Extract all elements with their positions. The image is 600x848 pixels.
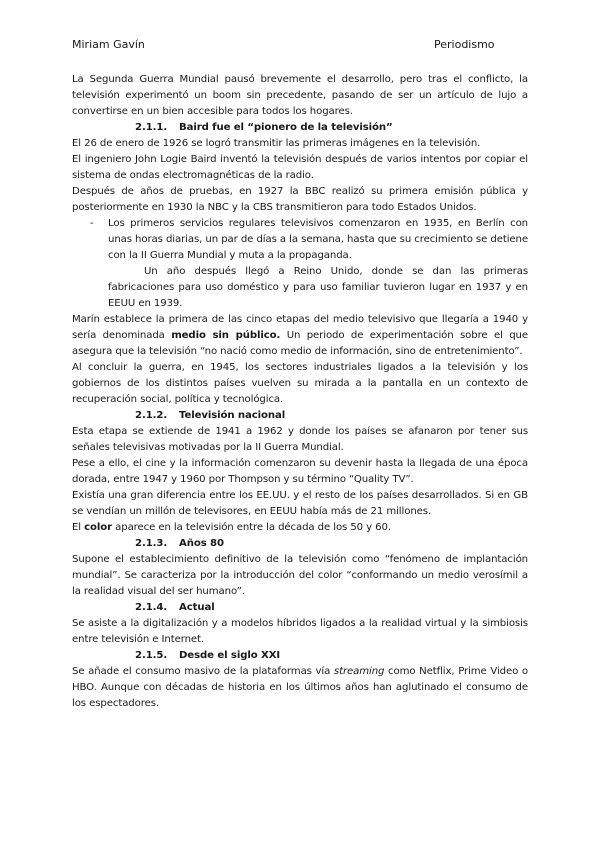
section-title: Años 80	[179, 538, 224, 549]
bold-term: color	[84, 522, 113, 533]
section-number: 2.1.2.	[135, 410, 168, 421]
paragraph: Al concluir la guerra, en 1945, los sectores industriales ligados a la televisión y los gobiernos de los distintos países vuelven su mirada a la pantalla en un contexto de recuperación social, política y tecnológica.	[72, 362, 528, 405]
intro-paragraph: La Segunda Guerra Mundial pausó brevemente el desarrollo, pero tras el conflicto, la televisión experimentó un boom sin precedente, pasando de ser un artículo de lujo a convertirse en un bien accesible para todos los hogares.	[72, 74, 528, 117]
text-run: El	[72, 522, 85, 533]
text-run: como Netflix, Prime Video o HBO. Aunque con décadas de historia en los últimos años han aglutinado el consumo de los espectadores.	[72, 666, 528, 709]
section-number: 2.1.4.	[135, 602, 168, 613]
list-dash: -	[90, 218, 94, 229]
paragraph: Después de años de pruebas, en 1927 la BBC realizó su primera emisión pública y posteriormente en 1930 la NBC y la CBS transmitieron para todo Estados Unidos.	[72, 186, 528, 213]
section-heading-2-1-2	[72, 408, 528, 424]
page-header	[72, 38, 528, 54]
paragraph: Se asiste a la digitalización y a modelos híbridos ligados a la realidad virtual y la simbiosis entre televisión e Internet.	[72, 618, 528, 645]
text-run: Marín establece la primera de las cinco etapas del medio televisivo que llegaría a 1940 y sería denominada	[72, 314, 528, 341]
section-heading-2-1-5	[72, 648, 528, 664]
section-title: Televisión nacional	[179, 410, 286, 421]
section-heading-2-1-3	[72, 536, 528, 552]
paragraph: El 26 de enero de 1926 se logró transmitir las primeras imágenes en la televisión.	[72, 138, 481, 149]
section-heading-2-1-4	[72, 600, 528, 616]
paragraph: Esta etapa se extiende de 1941 a 1962 y donde los países se afanaron por tener sus señales televisivas motivadas por la II Guerra Mundial.	[72, 426, 528, 453]
paragraph	[72, 312, 528, 360]
paragraph	[72, 520, 528, 536]
section-number: 2.1.5.	[135, 650, 168, 661]
bold-term: medio sin público.	[171, 330, 281, 341]
section-title: Desde el siglo XXI	[179, 650, 281, 661]
paragraph	[72, 664, 528, 712]
text-run: Un periodo de experimentación sobre el que asegura que la televisión “no nació como medio de información, sino de entretenimiento”.	[72, 330, 528, 357]
section-heading-2-1-1	[72, 120, 528, 136]
section-number: 2.1.3.	[135, 538, 168, 549]
text-run: aparece en la televisión entre la década de los 50 y 60.	[112, 522, 391, 533]
list-item	[72, 216, 528, 264]
section-title: Baird fue el “pionero de la televisión”	[179, 122, 393, 133]
document-body	[72, 72, 528, 712]
header-subject: Periodismo	[434, 38, 495, 51]
paragraph: Pese a ello, el cine y la información comenzaron su devenir hasta la llegada de una época dorada, entre 1947 y 1960 por Thompson y su término “Quality TV”.	[72, 458, 528, 485]
list-continuation: Un año después llegó a Reino Unido, donde se dan las primeras fabricaciones para uso doméstico y para uso familiar tuvieron lugar en 1937 y en EEUU en 1939.	[108, 266, 528, 309]
section-title: Actual	[179, 602, 215, 613]
list-item-text: Los primeros servicios regulares televisivos comenzaron en 1935, en Berlín con unas horas diarias, un par de días a la semana, hasta que su crecimiento se detiene con la II Guerra Mundial y muta a la propaganda.	[108, 218, 528, 261]
paragraph: Existía una gran diferencia entre los EE.UU. y el resto de los países desarrollados. Si en GB se vendían un millón de televisores, en EEUU había más de 21 millones.	[72, 490, 528, 517]
paragraph: El ingeniero John Logie Baird inventó la televisión después de varios intentos por copiar el sistema de ondas electromagnéticas de la radio.	[72, 154, 528, 181]
header-author: Miriam Gavín	[72, 38, 145, 51]
paragraph: Supone el establecimiento definitivo de la televisión como “fenómeno de implantación mundial”. Se caracteriza por la introducción del color “conformando un medio verosímil a la realidad visual del ser humano”.	[72, 554, 528, 597]
section-number: 2.1.1.	[135, 122, 168, 133]
text-run: Se añade el consumo masivo de la plataformas vía	[72, 666, 334, 677]
italic-term: streaming	[333, 666, 385, 677]
